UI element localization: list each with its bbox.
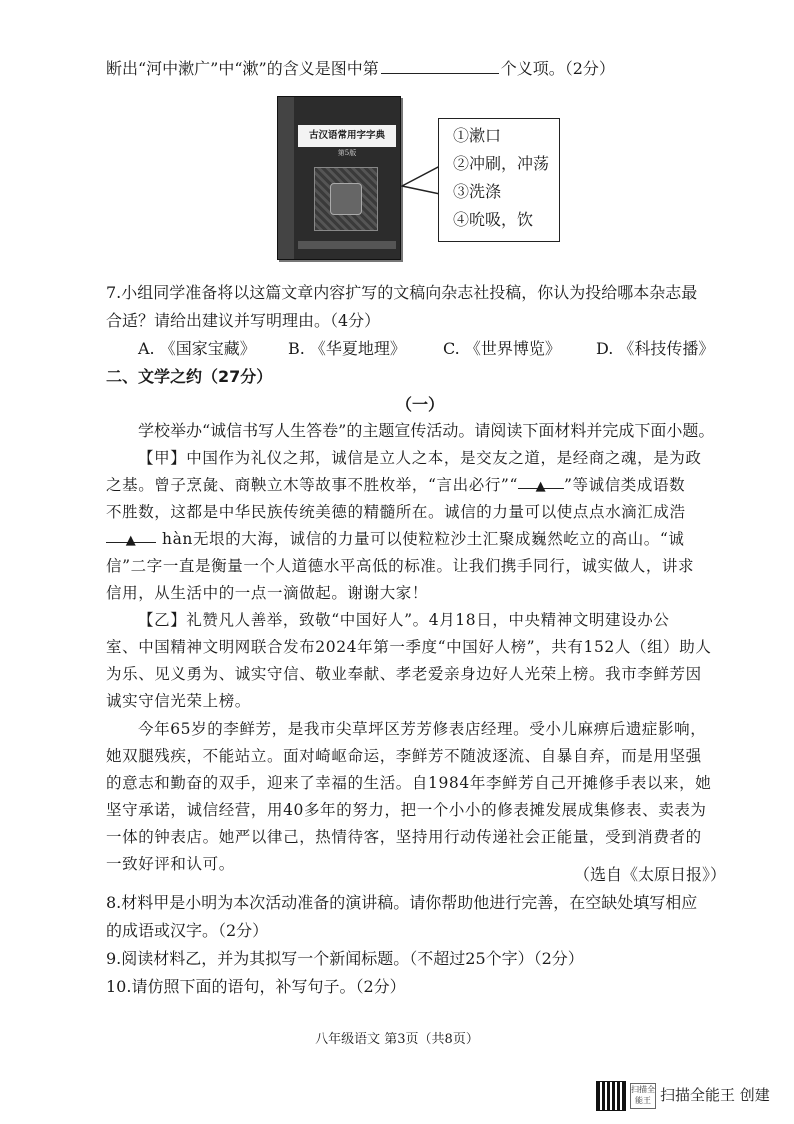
meaning-option-3: ③洗涤: [453, 182, 502, 201]
q8-line-1: 8.材料甲是小明为本次活动准备的演讲稿。请你帮助他进行完善，在空缺处填写相应: [106, 893, 698, 912]
qr-code-icon: [596, 1081, 626, 1111]
scanner-label: 扫描全能王 创建: [660, 1086, 770, 1104]
q7-option-a[interactable]: A. 《国家宝藏》: [138, 339, 256, 358]
q9-text: 9.阅读材料乙，并为其拟写一个新闻标题。（不超过25个字）（2分）: [106, 949, 584, 968]
blank-marker-triangle: ▲: [535, 479, 547, 494]
character-blank[interactable]: [106, 528, 156, 548]
scanner-logo-icon: 扫描全能王: [630, 1083, 656, 1109]
meaning-option-2: ②冲刷，冲荡: [453, 154, 550, 173]
material-yi-p2-line-2: 她双腿残疾，不能站立。面对崎岖命运，李鲜芳不随波逐流、自暴自弃，而是用坚强: [106, 747, 702, 765]
material-jia-text-4: hàn无垠的大海，诚信的力量可以使粒粒沙土汇聚成巍然屹立的高山。“诚: [162, 530, 685, 548]
material-yi-p2-line-1: 今年65岁的李鲜芳，是我市尖草坪区芳芳修表店经理。受小儿麻痹后遗症影响，: [138, 720, 707, 738]
material-jia-line-3: 不胜数，这都是中华民族传统美德的精髓所在。诚信的力量可以使点点水滴汇成浩: [106, 503, 686, 521]
page-footer: 八年级语文 第3页（共8页）: [315, 1032, 479, 1047]
book-edition: 第5版: [337, 149, 357, 157]
material-jia-line-4: [106, 528, 685, 550]
activity-intro: 学校举办“诚信书写人生答卷”的主题宣传活动。请阅读下面材料并完成下面小题。: [138, 421, 715, 440]
material-yi-p2-line-5: 一体的钟表店。她严以律己，热情待客，坚持用行动传递社会正能量，受到消费者的: [106, 828, 702, 846]
q7-option-d[interactable]: D. 《科技传播》: [596, 339, 715, 358]
material-yi-line-2: 室、中国精神文明网联合发布2024年第一季度“中国好人榜”，共有152人（组）助人: [106, 638, 712, 656]
meaning-option-1: ①漱口: [453, 126, 502, 145]
part-1-heading: （一）: [396, 395, 445, 414]
material-yi-p2-line-6: 一致好评和认可。: [106, 855, 235, 873]
material-yi-line-3: 为乐、见义勇为、诚实守信、敬业奉献、孝老爱亲身边好人光荣上榜。我市李鲜芳因: [106, 665, 702, 683]
material-jia-line-5: 信”二字一直是衡量一个人道德水平高低的标准。让我们携手同行，诚实做人，讲求: [106, 557, 695, 575]
q7-option-c[interactable]: C. 《世界博览》: [443, 339, 561, 358]
q6-answer-blank[interactable]: [381, 59, 499, 74]
q7-option-b[interactable]: B. 《华夏地理》: [288, 339, 406, 358]
material-jia-line-6: 信用，从生活中的一点一滴做起。谢谢大家！: [106, 584, 429, 602]
callout-pointer: [400, 160, 440, 200]
material-yi-p2-line-4: 坚守承诺，诚信经营，用40多年的努力，把一个小小的修表摊发展成集修表、卖表为: [106, 801, 707, 819]
material-jia-line-1: 【甲】中国作为礼仪之邦，诚信是立人之本，是交友之道，是经商之魂，是为政: [138, 449, 702, 467]
dictionary-book-image: [277, 96, 401, 260]
scanner-watermark: [596, 1081, 786, 1111]
material-yi-p2-line-3: 的意志和勤奋的双手，迎来了幸福的生活。自1984年李鲜芳自己开摊修手表以来，她: [106, 774, 712, 792]
q6-text-post: 个义项。（2分）: [500, 59, 615, 78]
meaning-option-4: ④吮吸，饮: [453, 210, 534, 229]
q7-line-1: 7.小组同学准备将以这篇文章内容扩写的文稿向杂志社投稿，你认为投给哪本杂志最: [106, 283, 698, 302]
q7-line-2: 合适？请给出建议并写明理由。（4分）: [106, 311, 381, 330]
book-title: 古汉语常用字字典: [298, 125, 396, 147]
section-2-heading: 二、文学之约（27分）: [106, 367, 273, 386]
book-cover-footer: [298, 241, 396, 249]
material-yi-line-4: 诚实守信光荣上榜。: [106, 692, 251, 710]
source-citation: （选自《太原日报》）: [574, 865, 727, 884]
idiom-blank[interactable]: [518, 474, 564, 494]
material-jia-line-2: [106, 474, 685, 496]
q8-line-2: 的成语或汉字。（2分）: [106, 921, 269, 940]
q10-text: 10.请仿照下面的语句，补写句子。（2分）: [106, 977, 406, 996]
material-yi-line-1: 【乙】礼赞凡人善举，致敬“中国好人”。4月18日，中央精神文明建设办公: [138, 611, 670, 629]
meaning-callout-box: [438, 118, 560, 242]
book-cover-emblem: [330, 183, 362, 215]
blank-marker-triangle: ▲: [125, 533, 137, 548]
book-spine: [278, 97, 294, 259]
material-jia-text-2a: 之基。曾子烹彘、商鞅立木等故事不胜枚举，“言出必行”“: [106, 476, 518, 494]
q6-line: [106, 58, 615, 80]
material-jia-text-2b: ”等诚信类成语数: [563, 476, 686, 494]
q6-text-pre: 断出“河中漱广”中“漱”的含义是图中第: [106, 59, 379, 78]
